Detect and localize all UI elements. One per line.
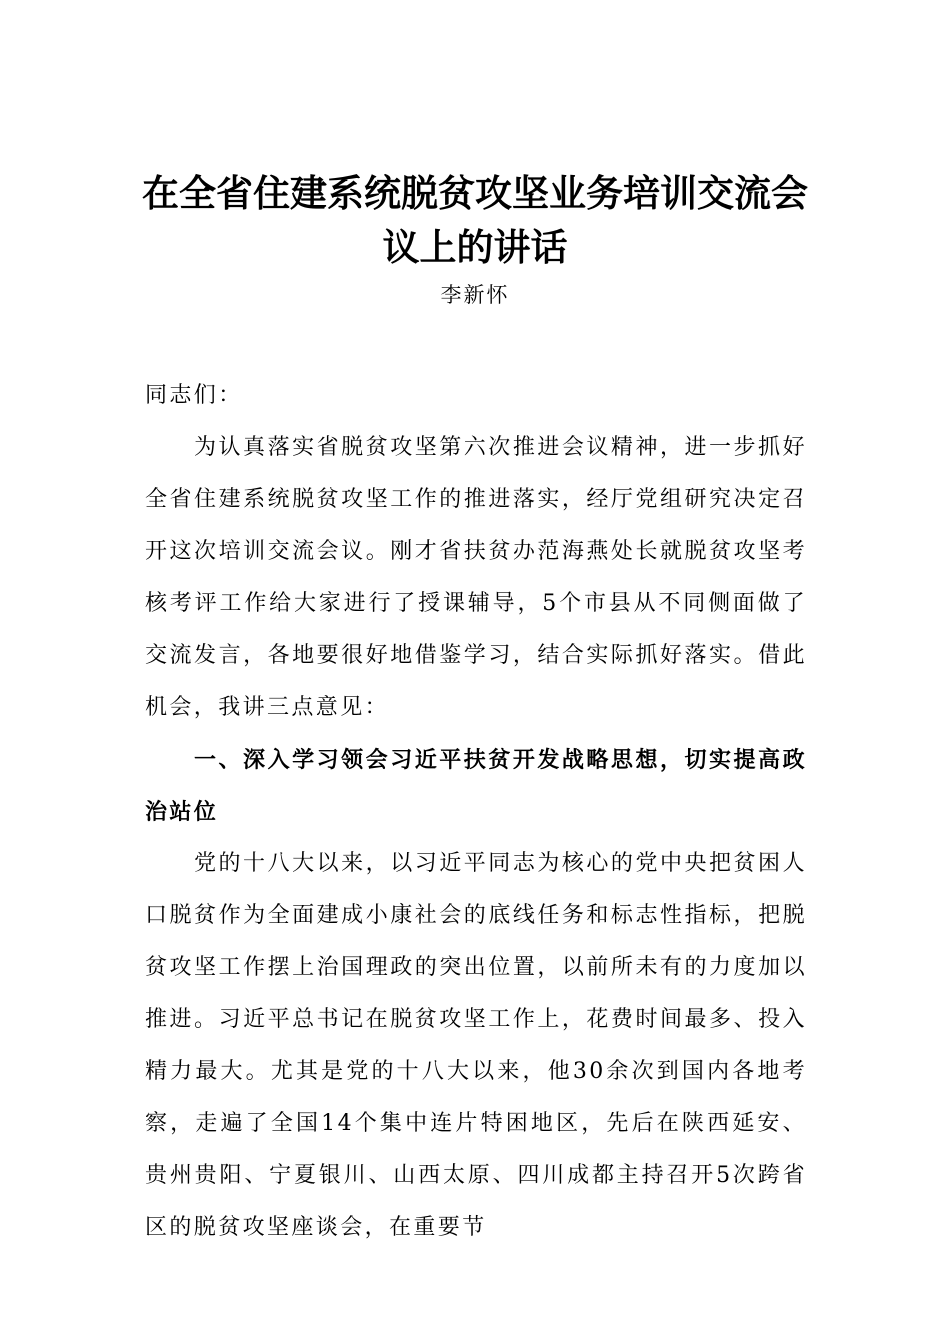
document-author: 李新怀 [440, 283, 510, 307]
document-body [145, 370, 807, 1254]
section-heading: 一、深入学习领会习近平扶贫开发战略思想，切实提高政治站位 [145, 747, 807, 825]
body-paragraph: 党的十八大以来，以习近平同志为核心的党中央把贫困人口脱贫作为全面建成小康社会的底线任务和标志性指标，把脱贫攻坚工作摆上治国理政的突出位置，以前所未有的力度加以推进。习近平总书记在脱贫攻坚工作上，花费时间最多、投入精力最大。尤其是党的十八大以来，他30余次到国内各地考察，走遍了全国14个集中连片特困地区，先后在陕西延安、贵州贵阳、宁夏银川、山西太原、四川成都主持召开5次跨省区的脱贫攻坚座谈会，在重要节 [145, 851, 807, 1240]
intro-paragraph: 为认真落实省脱贫攻坚第六次推进会议精神，进一步抓好全省住建系统脱贫攻坚工作的推进落实，经厅党组研究决定召开这次培训交流会议。刚才省扶贫办范海燕处长就脱贫攻坚考核考评工作给大家进行了授课辅导，5个市县从不同侧面做了交流发言，各地要很好地借鉴学习，结合实际抓好落实。借此机会，我讲三点意见： [145, 435, 807, 720]
salutation: 同志们： [145, 383, 243, 408]
document-title: 在全省住建系统脱贫攻坚业务培训交流会议上的讲话 [142, 171, 808, 269]
